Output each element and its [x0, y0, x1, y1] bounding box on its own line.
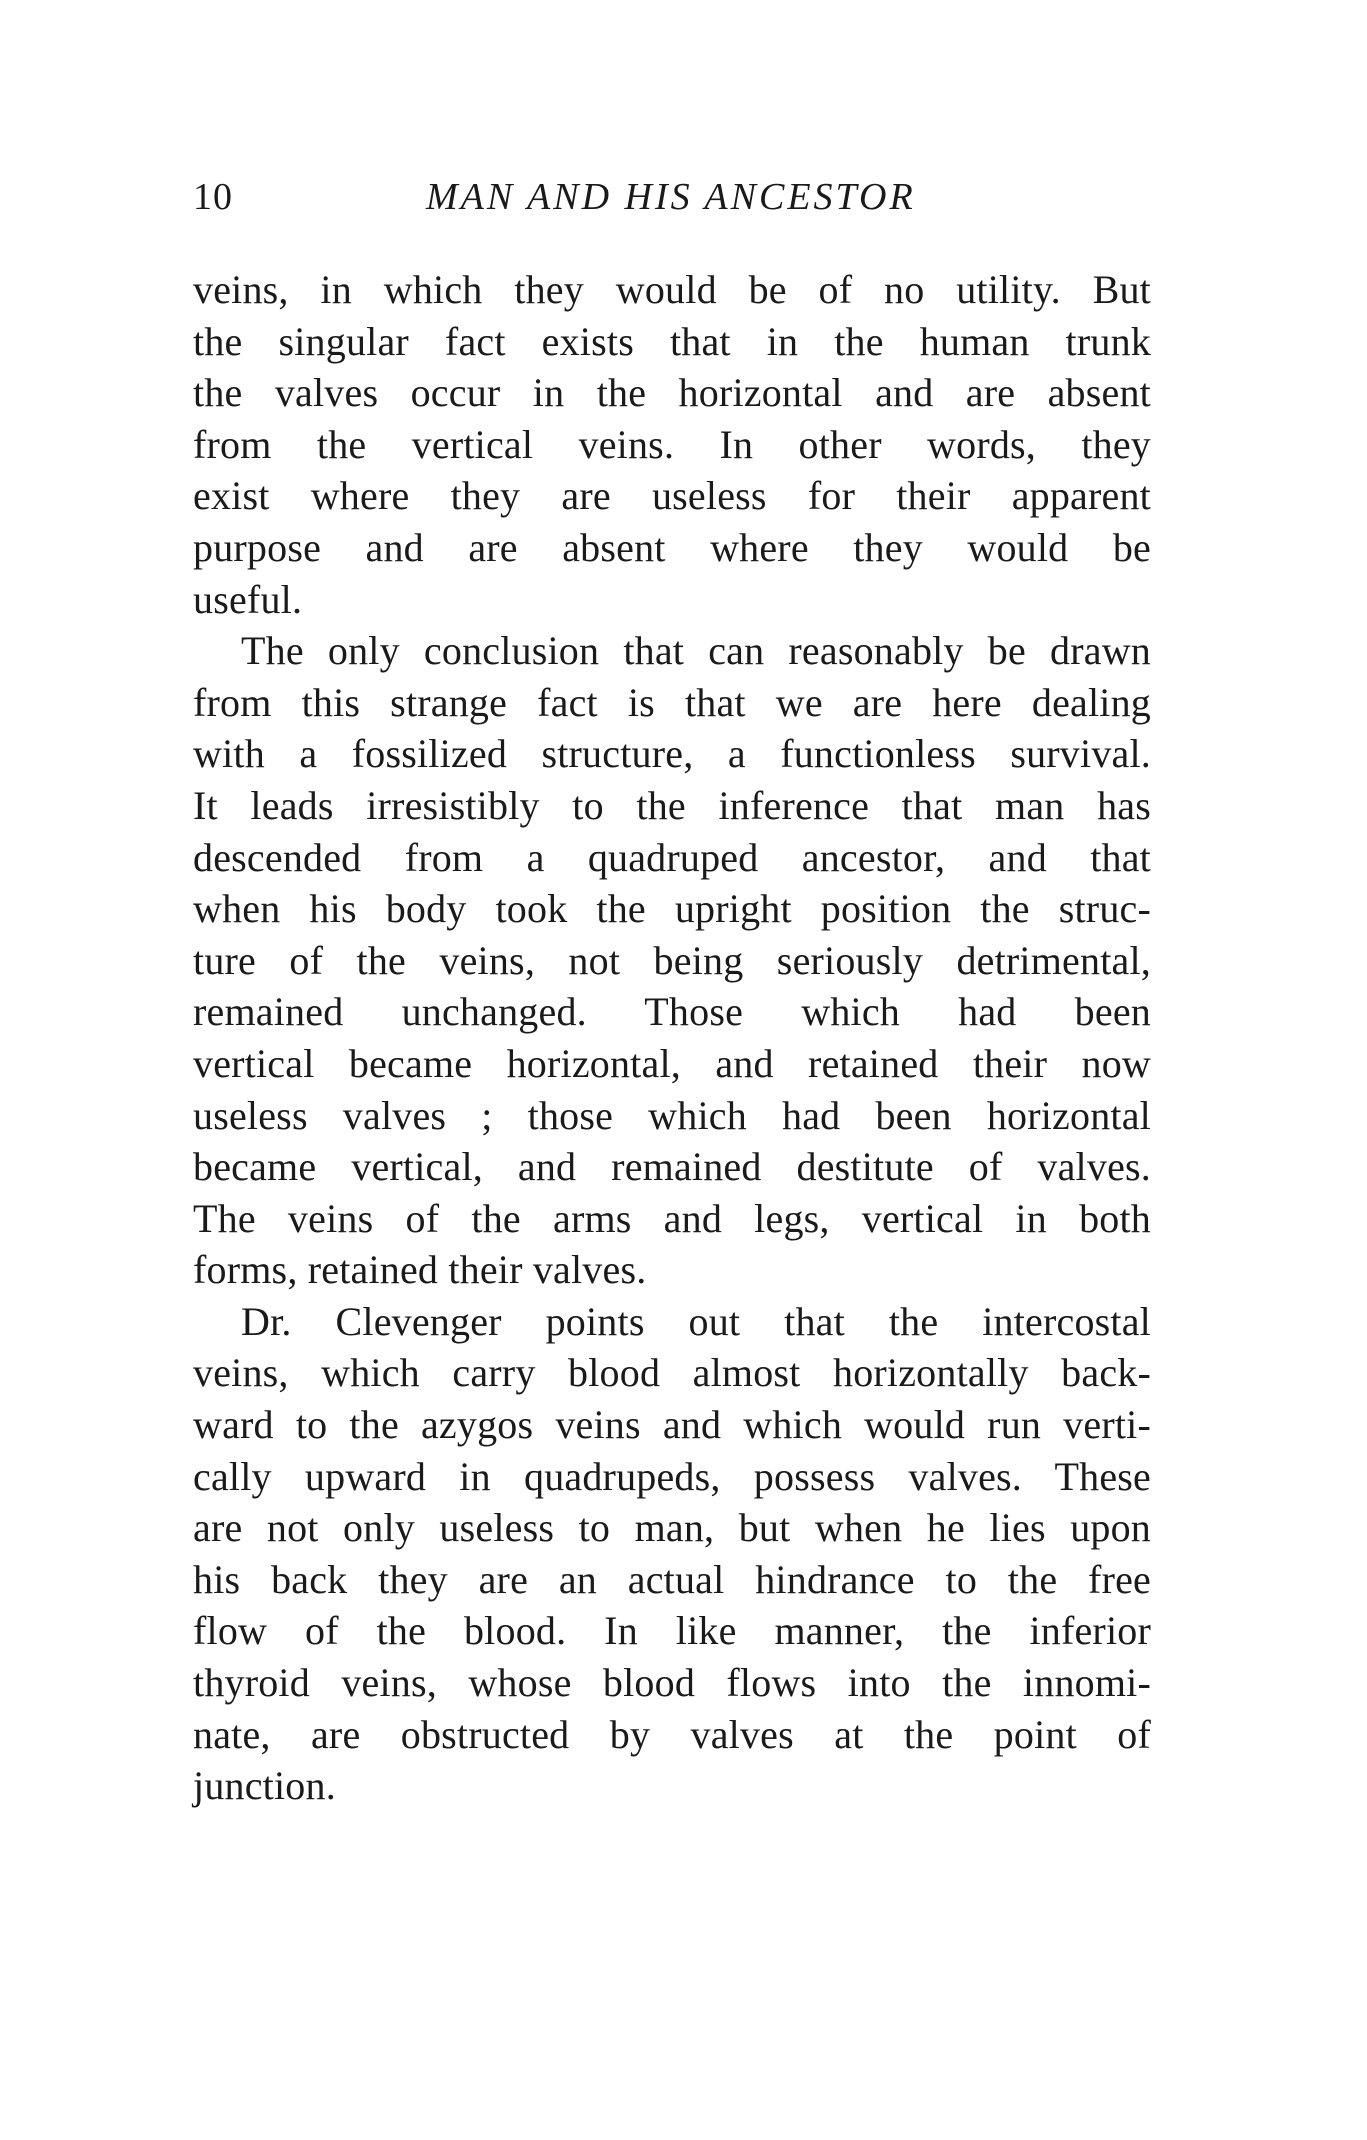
- text-line: veins, in which they would be of no utility. But: [193, 267, 1151, 312]
- paragraph-3: [193, 1296, 1151, 1812]
- text-line: descended from a quadruped ancestor, and that: [193, 834, 1151, 880]
- text-line: the valves occur in the horizontal and are absent: [193, 370, 1151, 416]
- text-line: exist where they are useless for their apparent: [193, 473, 1151, 519]
- text-line: with a fossilized structure, a functionless survival.: [193, 731, 1151, 777]
- text-line: cally upward in quadrupeds, possess valves. These: [193, 1453, 1151, 1499]
- text-line: when his body took the upright position the struc-: [193, 886, 1151, 932]
- paragraph-1: [193, 264, 1151, 625]
- running-title: MAN AND HIS ANCESTOR: [426, 176, 916, 218]
- text-line: nate, are obstructed by valves at the point of: [193, 1711, 1151, 1757]
- text-line: The veins of the arms and legs, vertical in both: [193, 1195, 1151, 1241]
- text-line: the singular fact exists that in the human trunk: [193, 318, 1151, 364]
- text-line: vertical became horizontal, and retained their now: [193, 1040, 1151, 1086]
- text-line: Dr. Clevenger points out that the intercostal: [241, 1298, 1151, 1344]
- text-line: The only conclusion that can reasonably be drawn: [241, 628, 1151, 674]
- text-line: remained unchanged. Those which had been: [193, 989, 1151, 1035]
- text-line: useful.: [193, 576, 303, 622]
- text-line: purpose and are absent where they would be: [193, 524, 1151, 570]
- text-line: are not only useless to man, but when he lies upon: [193, 1505, 1151, 1551]
- text-line: his back they are an actual hindrance to the free: [193, 1556, 1151, 1602]
- text-line: from this strange fact is that we are here dealing: [193, 679, 1151, 725]
- text-line: veins, which carry blood almost horizontally back-: [193, 1350, 1151, 1396]
- text-line: forms, retained their valves.: [193, 1247, 647, 1293]
- text-line: useless valves ; those which had been horizontal: [193, 1092, 1151, 1138]
- text-line: It leads irresistibly to the inference that man has: [193, 782, 1151, 828]
- text-line: ture of the veins, not being seriously detrimental,: [193, 937, 1151, 983]
- paragraph-2: [193, 625, 1151, 1296]
- text-line: thyroid veins, whose blood flows into the innomi-: [193, 1660, 1151, 1706]
- text-line: flow of the blood. In like manner, the inferior: [193, 1608, 1151, 1654]
- body-text: [193, 264, 1151, 1812]
- text-line: junction.: [193, 1763, 336, 1809]
- running-head: [193, 172, 1153, 222]
- text-line: from the vertical veins. In other words, they: [193, 421, 1151, 467]
- text-line: ward to the azygos veins and which would run verti-: [193, 1402, 1151, 1448]
- text-line: became vertical, and remained destitute of valves.: [193, 1144, 1151, 1190]
- page-number: 10: [193, 176, 233, 218]
